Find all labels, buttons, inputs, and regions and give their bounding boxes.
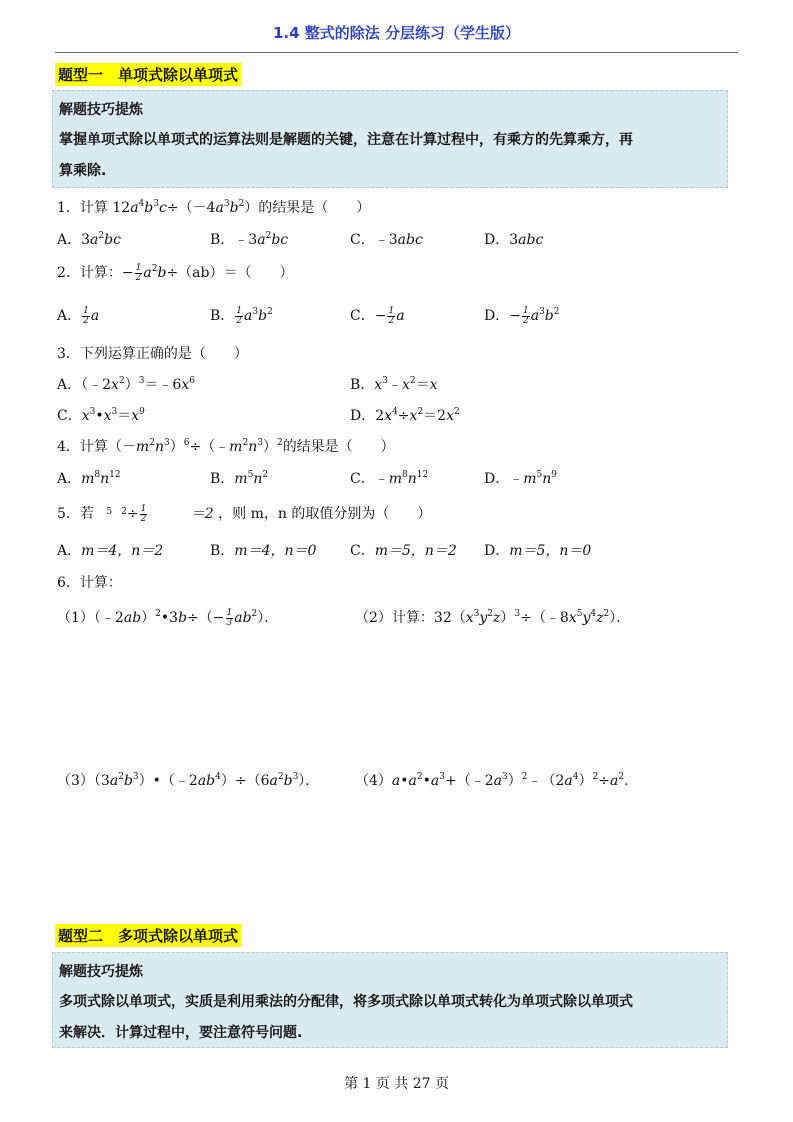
tip-box-1: [52, 90, 728, 188]
q1-option-d: D．3abc: [484, 232, 544, 248]
question-5-stem: 5．若 $^{5 2}$÷ $\frac{1}{2}$ ＝2 ，则 m，n 的取值分别为（ ）: [57, 503, 432, 524]
tip-line-1a: 掌握单项式除以单项式的运算法则是解题的关键，注意在计算过程中，有乘方的先算乘方，再: [59, 132, 633, 148]
q5-option-b: B．m＝4，n＝0: [210, 543, 317, 559]
q6-part-2: （2）计算：$32(x^3y^2z)^3\div(﹣8x^5y^4z^2)$．: [355, 609, 631, 626]
q3-option-d: D．$2x^4\div x^2=2x^2$: [350, 407, 460, 424]
q5-option-d: D．m＝5，n＝0: [484, 543, 592, 559]
q2-option-a: A． $\frac{1}{2}$ a: [57, 305, 100, 326]
q6-part-3: $(3)(3a^2b^3)•(﹣2ab^4)\div(6a^2b^3)$．: [57, 772, 320, 789]
q5-option-a: A．m＝4，n＝2: [57, 543, 164, 559]
question-3-stem: 3．下列运算正确的是（ ）: [57, 346, 248, 362]
page-header-title: 1.4 整式的除法 分层练习（学生版）: [272, 24, 521, 42]
q1-option-b: B．$﹣3a^2bc$: [210, 231, 289, 248]
q6-part-1: （1）（﹣2ab）$^2$•3b÷（− $\frac{1}{3}$ $ab^2$）．: [57, 607, 279, 628]
q3-option-a: A．$(﹣2x^2)^3=﹣6x^6$: [57, 376, 195, 393]
q2-option-b: B． $\frac{1}{2}$ $a^3b^2$: [210, 305, 273, 326]
section-heading-1: 题型一 单项式除以单项式: [55, 63, 241, 86]
q4-option-a: A．$m^8n^{12}$: [57, 470, 121, 487]
tip-title-1: 解题技巧提炼: [59, 102, 143, 118]
q2-option-d: D．− $\frac{1}{2}$ $a^3b^2$: [484, 305, 560, 326]
section-heading-2: 题型二 多项式除以单项式: [55, 924, 241, 947]
question-6-stem: 6．计算：: [57, 575, 122, 591]
q6-part-4: $(4)a•a^2•a^3+(﹣2a^3)^2﹣(2a^4)^2\div a^2$.: [355, 772, 629, 789]
q5-option-c: C．m＝5，n＝2: [350, 543, 457, 559]
q3-option-b: B．$x^3﹣x^2=x$: [350, 376, 438, 393]
q1-option-c: C．﹣3abc: [350, 232, 423, 248]
q1-option-a: A．$3a^2bc$: [57, 231, 121, 248]
tip-title-2: 解题技巧提炼: [59, 964, 143, 980]
header-divider: [55, 52, 738, 53]
q3-option-c: C．$x^3•x^3=x^9$: [57, 407, 145, 424]
q4-option-d: D．$﹣m^5n^9$: [484, 470, 558, 487]
q2-option-c: C．− $\frac{1}{2}$ a: [350, 305, 405, 326]
tip-line-1b: 算乘除.: [59, 163, 107, 179]
page-footer: 第 1 页 共 27 页: [344, 1076, 449, 1092]
question-4-stem: 4．计算$(-m^2n^3)^6\div(﹣m^2n^3)^2$的结果是（ ）: [57, 438, 395, 455]
q4-option-c: C．$﹣m^8n^{12}$: [350, 470, 429, 487]
tip-line-2b: 来解决．计算过程中，要注意符号问题.: [59, 1025, 303, 1041]
tip-line-2a: 多项式除以单项式，实质是利用乘法的分配律，将多项式除以单项式转化为单项式除以单项式: [59, 994, 633, 1010]
question-1-stem: 1．计算 $12a^4b^3c\div(-4a^3b^2)$的结果是（ ）: [57, 199, 371, 216]
q4-option-b: B．$m^5n^2$: [210, 470, 269, 487]
tip-box-2: [52, 952, 728, 1048]
question-2-stem: 2．计算：− $\frac{1}{2}$ $a^2b\div(ab)=$（ ）: [57, 262, 294, 283]
